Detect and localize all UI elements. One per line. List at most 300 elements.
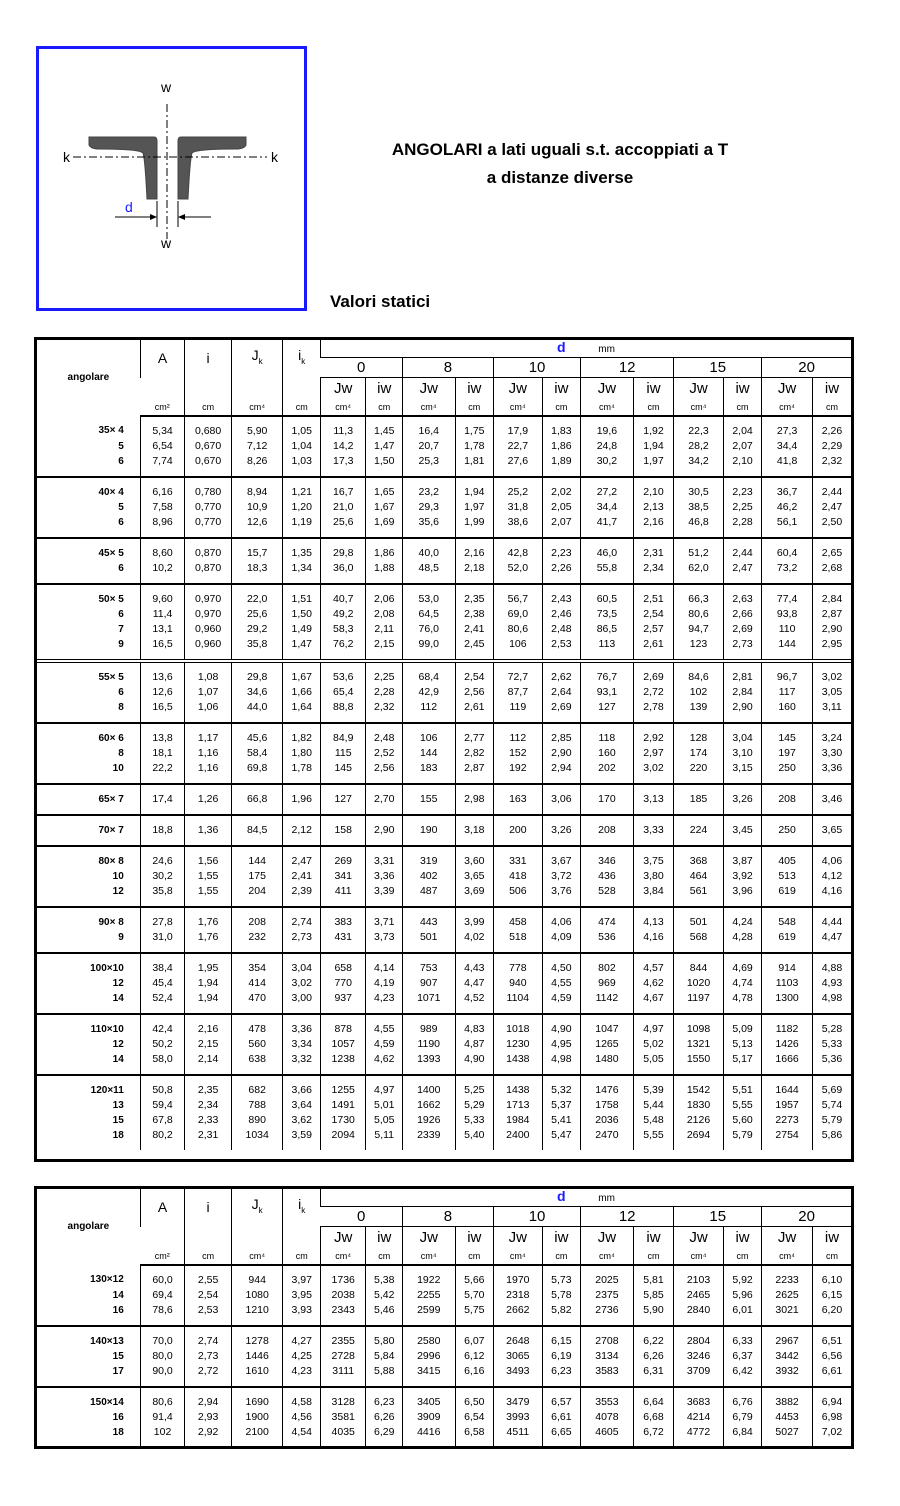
value-cell: 2233 <box>762 1265 813 1288</box>
unit-iw: cm <box>633 400 673 416</box>
value-cell: 1,65 <box>366 477 402 500</box>
value-cell: 1438 <box>494 1075 543 1098</box>
value-cell: 2,73 <box>723 637 761 661</box>
value-cell: 110 <box>762 622 813 637</box>
value-cell: 2,12 <box>283 815 320 846</box>
value-cell: 2,50 <box>812 515 851 538</box>
offset-15: 15 <box>674 1207 762 1227</box>
value-cell: 7,12 <box>231 439 283 454</box>
header-d-unit: mm <box>598 1193 615 1204</box>
value-cell: 5,48 <box>633 1113 673 1128</box>
value-cell: 0,780 <box>185 477 232 500</box>
value-cell: 42,9 <box>402 685 455 700</box>
value-cell: 3,93 <box>283 1303 320 1326</box>
value-cell: 175 <box>231 869 283 884</box>
value-cell: 90,0 <box>140 1364 185 1387</box>
value-cell: 155 <box>402 784 455 815</box>
value-cell: 60,5 <box>581 584 634 607</box>
profile-size-cell: 8 <box>37 700 140 723</box>
value-cell: 5,33 <box>455 1113 493 1128</box>
value-cell: 1,56 <box>185 846 232 869</box>
unit-A: cm² <box>140 400 185 416</box>
value-cell: 878 <box>320 1014 366 1037</box>
value-cell: 29,2 <box>231 622 283 637</box>
value-cell: 1265 <box>581 1037 634 1052</box>
value-cell: 5,01 <box>366 1098 402 1113</box>
value-cell: 1393 <box>402 1052 455 1075</box>
value-cell: 2339 <box>402 1128 455 1150</box>
value-cell: 12,6 <box>231 515 283 538</box>
value-cell: 1,08 <box>185 661 232 685</box>
table-row <box>37 454 851 477</box>
value-cell: 6,58 <box>455 1425 493 1447</box>
unit-iw: cm <box>542 400 580 416</box>
value-cell: 113 <box>581 637 634 661</box>
value-cell: 937 <box>320 991 366 1014</box>
header-iw: iw <box>812 378 851 400</box>
offset-0: 0 <box>320 358 402 378</box>
value-cell: 106 <box>402 723 455 746</box>
value-cell: 2,15 <box>366 637 402 661</box>
profile-size-cell: 55× 5 <box>98 671 124 683</box>
value-cell: 48,5 <box>402 561 455 584</box>
value-cell: 3,71 <box>366 907 402 930</box>
value-cell: 1542 <box>674 1075 724 1098</box>
value-cell: 80,0 <box>140 1349 185 1364</box>
value-cell: 2,87 <box>455 761 493 784</box>
value-cell: 3,72 <box>542 869 580 884</box>
profile-size-cell: 14 <box>112 1289 124 1301</box>
value-cell: 5,46 <box>366 1303 402 1326</box>
value-cell: 5,28 <box>812 1014 851 1037</box>
value-cell: 1071 <box>402 991 455 1014</box>
value-cell: 6,61 <box>812 1364 851 1387</box>
value-cell: 1238 <box>320 1052 366 1075</box>
value-cell: 4,55 <box>366 1014 402 1037</box>
value-cell: 269 <box>320 846 366 869</box>
profile-size-cell: 110×10 <box>90 1023 124 1035</box>
value-cell: 1098 <box>674 1014 724 1037</box>
value-cell: 3,36 <box>283 1014 320 1037</box>
value-cell: 2,47 <box>812 500 851 515</box>
value-cell: 5,38 <box>366 1265 402 1288</box>
profile-size-cell: 16 <box>37 1303 140 1326</box>
table-row <box>37 1052 851 1075</box>
value-cell: 2,87 <box>812 607 851 622</box>
value-cell: 5,47 <box>542 1128 580 1150</box>
value-cell: 3,97 <box>283 1265 320 1288</box>
header-iw: iw <box>542 1227 580 1249</box>
value-cell: 6,42 <box>723 1364 761 1387</box>
value-cell: 1400 <box>402 1075 455 1098</box>
value-cell: 2754 <box>762 1128 813 1150</box>
header-jw: Jw <box>320 378 366 400</box>
value-cell: 144 <box>762 637 813 661</box>
profile-size-cell: 8 <box>118 747 124 759</box>
value-cell: 1,94 <box>185 976 232 991</box>
value-cell: 6,16 <box>455 1364 493 1387</box>
table-row <box>37 416 851 439</box>
value-cell: 1,95 <box>185 953 232 976</box>
value-cell: 1,99 <box>455 515 493 538</box>
value-cell: 4,90 <box>542 1014 580 1037</box>
value-cell: 1480 <box>581 1052 634 1075</box>
value-cell: 4,16 <box>633 930 673 953</box>
value-cell: 163 <box>494 784 543 815</box>
value-cell: 513 <box>762 869 813 884</box>
table-row <box>37 661 851 685</box>
value-cell: 2,34 <box>185 1098 232 1113</box>
profile-size-cell: 12 <box>37 884 140 907</box>
value-cell: 844 <box>674 953 724 976</box>
value-cell: 3,92 <box>723 869 761 884</box>
value-cell: 2,33 <box>185 1113 232 1128</box>
value-cell: 6,16 <box>140 477 185 500</box>
profile-size-cell: 15 <box>112 1114 124 1126</box>
value-cell: 34,6 <box>231 685 283 700</box>
value-cell: 2,39 <box>283 884 320 907</box>
value-cell: 93,1 <box>581 685 634 700</box>
value-cell: 160 <box>581 746 634 761</box>
value-cell: 16,7 <box>320 477 366 500</box>
value-cell: 6,26 <box>366 1410 402 1425</box>
value-cell: 2,65 <box>812 538 851 561</box>
value-cell: 119 <box>494 700 543 723</box>
title-block <box>340 136 780 192</box>
table-row <box>37 976 851 991</box>
value-cell: 6,98 <box>812 1410 851 1425</box>
profile-size-cell: 10 <box>112 870 124 882</box>
value-cell: 418 <box>494 869 543 884</box>
value-cell: 2,77 <box>455 723 493 746</box>
value-cell: 560 <box>231 1037 283 1052</box>
profile-size-cell: 13 <box>112 1099 124 1111</box>
table-row <box>37 1288 851 1303</box>
value-cell: 91,4 <box>140 1410 185 1425</box>
table-row <box>37 1128 851 1150</box>
value-cell: 76,7 <box>581 661 634 685</box>
offset-0: 0 <box>320 1207 402 1227</box>
value-cell: 3683 <box>674 1387 724 1410</box>
value-cell: 1,76 <box>185 907 232 930</box>
value-cell: 4,67 <box>633 991 673 1014</box>
value-cell: 4,23 <box>366 991 402 1014</box>
value-cell: 501 <box>402 930 455 953</box>
value-cell: 29,8 <box>231 661 283 685</box>
value-cell: 354 <box>231 953 283 976</box>
value-cell: 2,94 <box>542 761 580 784</box>
value-cell: 17,9 <box>494 416 543 439</box>
table-row <box>37 515 851 538</box>
value-cell: 3581 <box>320 1410 366 1425</box>
value-cell: 6,57 <box>542 1387 580 1410</box>
value-cell: 4035 <box>320 1425 366 1447</box>
unit-Jk: cm⁴ <box>231 400 283 416</box>
value-cell: 2,05 <box>542 500 580 515</box>
value-cell: 2804 <box>674 1326 724 1349</box>
table-2 <box>37 1189 851 1447</box>
value-cell: 0,670 <box>185 454 232 477</box>
value-cell: 2,69 <box>723 622 761 637</box>
value-cell: 4453 <box>762 1410 813 1425</box>
value-cell: 8,60 <box>140 538 185 561</box>
value-cell: 17,4 <box>140 784 185 815</box>
unit-ik: cm <box>283 1249 320 1265</box>
value-cell: 2318 <box>494 1288 543 1303</box>
value-cell: 1034 <box>231 1128 283 1150</box>
page-title: ANGOLARI a lati uguali s.t. accoppiati a T <box>391 140 729 159</box>
value-cell: 4,43 <box>455 953 493 976</box>
value-cell: 2,61 <box>633 637 673 661</box>
value-cell: 2,28 <box>366 685 402 700</box>
value-cell: 20,7 <box>402 439 455 454</box>
value-cell: 3,36 <box>366 869 402 884</box>
value-cell: 52,4 <box>140 991 185 1014</box>
value-cell: 6,94 <box>812 1387 851 1410</box>
table-1-body <box>37 416 851 1150</box>
value-cell: 80,2 <box>140 1128 185 1150</box>
value-cell: 250 <box>762 815 813 846</box>
value-cell: 3583 <box>581 1364 634 1387</box>
value-cell: 0,770 <box>185 515 232 538</box>
value-cell: 24,6 <box>140 846 185 869</box>
value-cell: 368 <box>674 846 724 869</box>
value-cell: 346 <box>581 846 634 869</box>
value-cell: 1278 <box>231 1326 283 1349</box>
value-cell: 4416 <box>402 1425 455 1447</box>
axis-w-top-label: w <box>161 79 172 95</box>
value-cell: 1,80 <box>283 746 320 761</box>
header-iw: iw <box>455 378 493 400</box>
value-cell: 2,72 <box>185 1364 232 1387</box>
header-iw: iw <box>542 378 580 400</box>
value-cell: 80,6 <box>494 622 543 637</box>
value-cell: 87,7 <box>494 685 543 700</box>
offset-15: 15 <box>674 358 762 378</box>
profile-size-cell: 6 <box>37 561 140 584</box>
value-cell: 106 <box>494 637 543 661</box>
value-cell: 4,02 <box>455 930 493 953</box>
value-cell: 501 <box>674 907 724 930</box>
offset-10: 10 <box>494 1207 581 1227</box>
value-cell: 6,84 <box>723 1425 761 1447</box>
profile-size-cell: 16 <box>112 1411 124 1423</box>
value-cell: 5,29 <box>455 1098 493 1113</box>
table-row <box>37 538 851 561</box>
axis-w-bottom-label: w <box>161 235 172 251</box>
header-ik: $i_k$ <box>283 1189 320 1227</box>
value-cell: 5,96 <box>723 1288 761 1303</box>
unit-iw: cm <box>633 1249 673 1265</box>
value-cell: 2,73 <box>283 930 320 953</box>
value-cell: 62,0 <box>674 561 724 584</box>
value-cell: 30,2 <box>581 454 634 477</box>
table-row <box>37 930 851 953</box>
value-cell: 3,33 <box>633 815 673 846</box>
value-cell: 204 <box>231 884 283 907</box>
value-cell: 208 <box>581 815 634 846</box>
value-cell: 1,92 <box>633 416 673 439</box>
value-cell: 1970 <box>494 1265 543 1288</box>
header-d-unit: mm <box>598 344 615 355</box>
value-cell: 8,26 <box>231 454 283 477</box>
value-cell: 1,66 <box>283 685 320 700</box>
value-cell: 1020 <box>674 976 724 991</box>
value-cell: 3553 <box>581 1387 634 1410</box>
value-cell: 2,15 <box>185 1037 232 1052</box>
value-cell: 1210 <box>231 1303 283 1326</box>
value-cell: 5,05 <box>633 1052 673 1075</box>
value-cell: 431 <box>320 930 366 953</box>
value-cell: 402 <box>402 869 455 884</box>
value-cell: 7,58 <box>140 500 185 515</box>
value-cell: 5,37 <box>542 1098 580 1113</box>
value-cell: 6,61 <box>542 1410 580 1425</box>
value-cell: 4,74 <box>723 976 761 991</box>
profile-size-cell: 9 <box>37 637 140 661</box>
header-jw: Jw <box>762 1227 813 1249</box>
value-cell: 41,8 <box>762 454 813 477</box>
value-cell: 3,04 <box>723 723 761 746</box>
value-cell: 2,56 <box>455 685 493 700</box>
value-cell: 2,52 <box>366 746 402 761</box>
value-cell: 29,8 <box>320 538 366 561</box>
value-cell: 2,98 <box>455 784 493 815</box>
value-cell: 2,07 <box>723 439 761 454</box>
value-cell: 127 <box>320 784 366 815</box>
offset-10: 10 <box>494 358 581 378</box>
value-cell: 6,23 <box>542 1364 580 1387</box>
profile-size-cell: 6 <box>118 608 124 620</box>
value-cell: 24,8 <box>581 439 634 454</box>
value-cell: 2,02 <box>542 477 580 500</box>
value-cell: 18,3 <box>231 561 283 584</box>
unit-jw: cm⁴ <box>674 1249 724 1265</box>
value-cell: 1,07 <box>185 685 232 700</box>
profile-size-cell: 14 <box>37 1052 140 1075</box>
profile-size-cell: 7 <box>118 623 124 635</box>
value-cell: 5,92 <box>723 1265 761 1288</box>
header-jw: Jw <box>674 1227 724 1249</box>
value-cell: 69,8 <box>231 761 283 784</box>
value-cell: 1,96 <box>283 784 320 815</box>
value-cell: 2,29 <box>812 439 851 454</box>
value-cell: 144 <box>402 746 455 761</box>
value-cell: 1197 <box>674 991 724 1014</box>
value-cell: 1,16 <box>185 746 232 761</box>
value-cell: 3,99 <box>455 907 493 930</box>
value-cell: 50,8 <box>140 1075 185 1098</box>
value-cell: 2,16 <box>185 1014 232 1037</box>
unit-iw: cm <box>723 400 761 416</box>
value-cell: 22,2 <box>140 761 185 784</box>
value-cell: 34,4 <box>581 500 634 515</box>
unit-jw: cm⁴ <box>402 400 455 416</box>
value-cell: 40,7 <box>320 584 366 607</box>
value-cell: 22,3 <box>674 416 724 439</box>
table-row <box>37 761 851 784</box>
value-cell: 5,11 <box>366 1128 402 1150</box>
value-cell: 5,02 <box>633 1037 673 1052</box>
value-cell: 9,60 <box>140 584 185 607</box>
value-cell: 4,09 <box>542 930 580 953</box>
value-cell: 117 <box>762 685 813 700</box>
value-cell: 4214 <box>674 1410 724 1425</box>
value-cell: 1104 <box>494 991 543 1014</box>
profile-size-cell: 6 <box>37 515 140 538</box>
value-cell: 2,43 <box>542 584 580 607</box>
value-cell: 42,4 <box>140 1014 185 1037</box>
value-cell: 2,04 <box>723 416 761 439</box>
value-cell: 2,61 <box>455 700 493 723</box>
value-cell: 4,98 <box>542 1052 580 1075</box>
static-values-table-2 <box>34 1186 854 1449</box>
value-cell: 1476 <box>581 1075 634 1098</box>
value-cell: 1,83 <box>542 416 580 439</box>
value-cell: 1957 <box>762 1098 813 1113</box>
value-cell: 6,01 <box>723 1303 761 1326</box>
profile-size-cell: 17 <box>37 1364 140 1387</box>
table-1-header <box>37 340 851 416</box>
value-cell: 66,8 <box>231 784 283 815</box>
value-cell: 2,34 <box>633 561 673 584</box>
value-cell: 4,62 <box>633 976 673 991</box>
table-row <box>37 907 851 930</box>
value-cell: 1690 <box>231 1387 283 1410</box>
value-cell: 197 <box>762 746 813 761</box>
profile-size-cell: 45× 5 <box>98 547 124 559</box>
value-cell: 10,9 <box>231 500 283 515</box>
value-cell: 21,0 <box>320 500 366 515</box>
value-cell: 2694 <box>674 1128 724 1150</box>
value-cell: 2,23 <box>542 538 580 561</box>
profile-size-cell: 5 <box>118 440 124 452</box>
table-row <box>37 561 851 584</box>
value-cell: 341 <box>320 869 366 884</box>
value-cell: 4,97 <box>633 1014 673 1037</box>
value-cell: 2,14 <box>185 1052 232 1075</box>
value-cell: 3,04 <box>283 953 320 976</box>
value-cell: 3,69 <box>455 884 493 907</box>
value-cell: 3709 <box>674 1364 724 1387</box>
value-cell: 51,2 <box>674 538 724 561</box>
unit-iw: cm <box>455 400 493 416</box>
value-cell: 46,2 <box>762 500 813 515</box>
unit-jw: cm⁴ <box>320 400 366 416</box>
value-cell: 0,960 <box>185 622 232 637</box>
table-row <box>37 607 851 622</box>
value-cell: 3,10 <box>723 746 761 761</box>
value-cell: 2,70 <box>366 784 402 815</box>
value-cell: 3,96 <box>723 884 761 907</box>
value-cell: 18,1 <box>140 746 185 761</box>
table-row <box>37 637 851 661</box>
unit-jw: cm⁴ <box>581 400 634 416</box>
value-cell: 5,90 <box>633 1303 673 1326</box>
header-jw: Jw <box>320 1227 366 1249</box>
value-cell: 6,72 <box>633 1425 673 1447</box>
value-cell: 6,51 <box>812 1326 851 1349</box>
header-iw: iw <box>455 1227 493 1249</box>
unit-jw: cm⁴ <box>494 400 543 416</box>
value-cell: 890 <box>231 1113 283 1128</box>
value-cell: 1,47 <box>283 637 320 661</box>
header-jw: Jw <box>494 378 543 400</box>
value-cell: 2,07 <box>542 515 580 538</box>
value-cell: 8,96 <box>140 515 185 538</box>
value-cell: 3,64 <box>283 1098 320 1113</box>
table-row <box>37 685 851 700</box>
